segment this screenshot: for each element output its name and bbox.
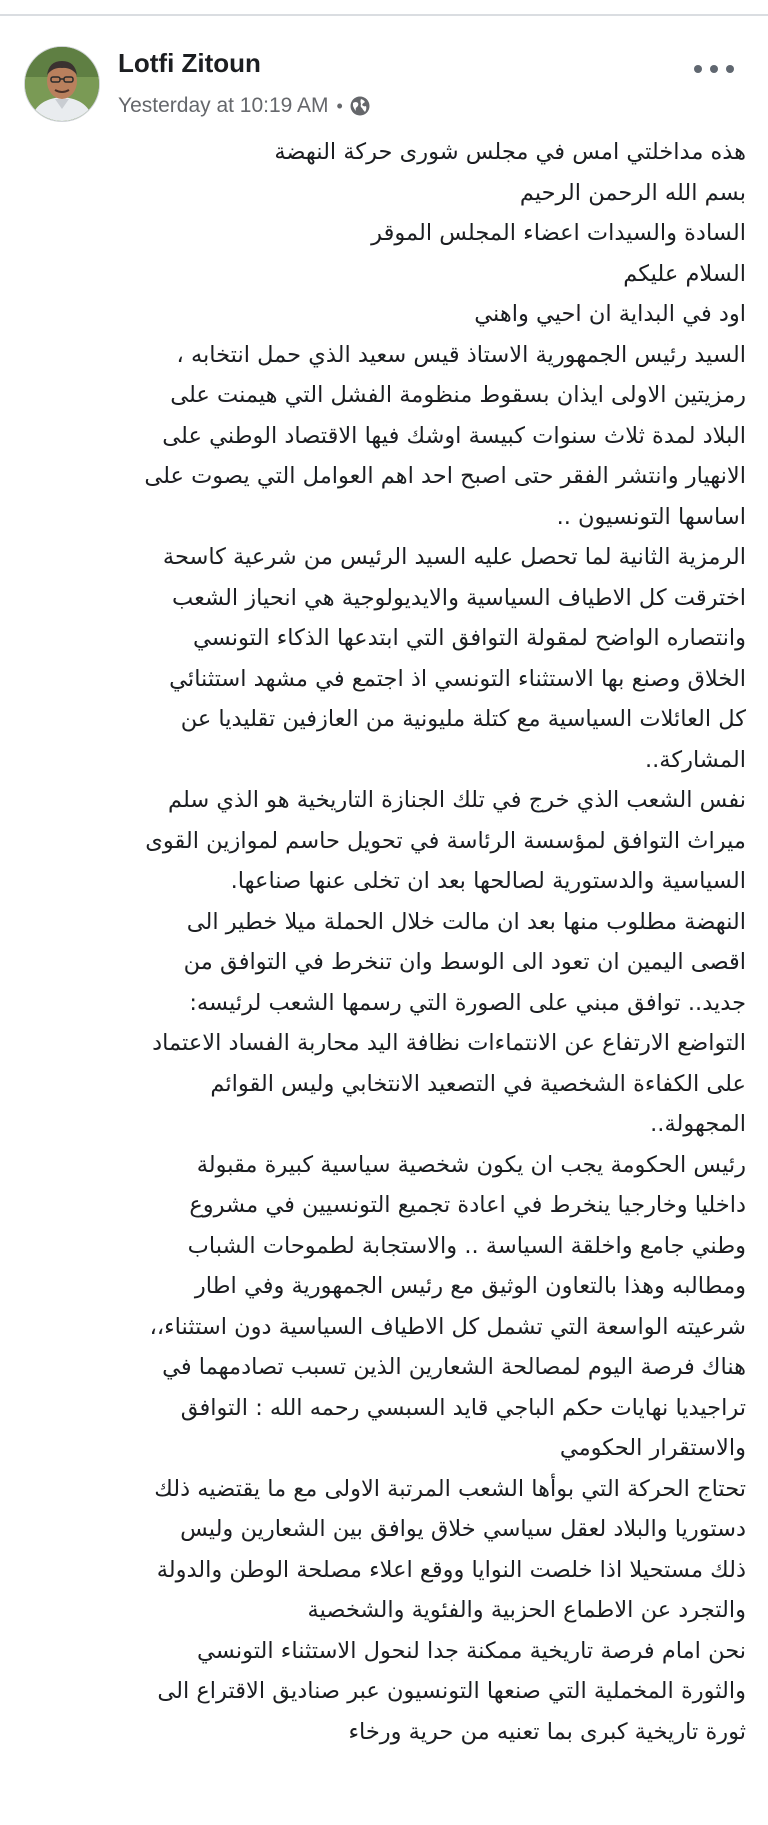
post-text-line: بسم الله الرحمن الرحيم	[519, 179, 746, 206]
post-text-line: رئيس الحكومة يجب ان يكون شخصية سياسية كبيرة مقبولة	[196, 1151, 746, 1178]
post-timestamp[interactable]: Yesterday at 10:19 AM	[118, 94, 329, 117]
post-text-line: البلاد لمدة ثلاث سنوات كبيسة اوشك فيها الاقتصاد الوطني على	[162, 422, 746, 449]
post-text-line: التواضع الارتفاع عن الانتماءات نظافة اليد محاربة الفساد الاعتماد	[152, 1030, 746, 1056]
post-text-line: والتجرد عن الاطماع الحزبية والفئوية والشخصية	[307, 1597, 746, 1623]
post-text-line: الخلاق وصنع بها الاستثناء التونسي اذ اجتمع في مشهد استثنائي	[169, 665, 746, 692]
post-text-line: على الكفاءة الشخصية في التصعيد الانتخابي وليس القوائم	[210, 1070, 746, 1097]
more-dot	[710, 65, 718, 73]
post-text-line: وطني جامع واخلقة السياسة .. والاستجابة لطموحات الشباب	[187, 1232, 746, 1259]
meta-separator: •	[336, 95, 343, 116]
post-text-line: اساسها التونسيون ..	[556, 503, 746, 530]
post-text-line: السادة والسيدات اعضاء المجلس الموقر	[371, 220, 746, 246]
post-text-line: المشاركة..	[645, 746, 746, 773]
post-text-line: شرعيته الواسعة التي تشمل كل الاطياف السياسية دون استثناء،،	[149, 1313, 746, 1340]
avatar-photo	[25, 47, 99, 121]
post-text-line: الرمزية الثانية لما تحصل عليه السيد الرئيس من شرعية كاسحة	[162, 544, 746, 570]
author-name[interactable]: Lotfi Zitoun	[118, 48, 261, 78]
post-text-line: والثورة المخملية التي صنعها التونسيون عبر صناديق الاقتراع الى	[157, 1678, 746, 1704]
post-text-line: اقصى اليمين ان تعود الى الوسط وان تنخرط في التوافق من	[183, 949, 746, 975]
post-text-line: وانتصاره الواضح لمقولة التوافق التي ابتدعها الذكاء التونسي	[192, 625, 746, 651]
post-text-line: اود في البداية ان احيي واهني	[474, 301, 746, 327]
post-text-line: تراجيديا نهايات حكم الباجي قايد السبسي رحمه الله : التوافق	[180, 1394, 746, 1421]
author-avatar[interactable]	[24, 46, 100, 122]
post-text-line: السياسية والدستورية لصالحها بعد ان تخلى عنها صناعها.	[230, 868, 746, 894]
globe-icon[interactable]	[349, 95, 371, 117]
post-text-line: نفس الشعب الذي خرج في تلك الجنازة التاريخية هو الذي سلم	[167, 787, 746, 813]
post-text-line: الانهيار وانتشر الفقر حتى اصبح احد اهم العوامل التي يصوت على	[144, 463, 746, 489]
post-text-line: المجهولة..	[650, 1111, 746, 1137]
post-text-line: كل العائلات السياسية مع كتلة مليونية من العازفين تقليديا عن	[180, 706, 746, 732]
more-options-icon[interactable]	[694, 62, 734, 76]
post-text-line: دستوريا والبلاد لعقل سياسي خلاق يوافق بين الشعارين وليس	[180, 1516, 746, 1542]
post-header	[0, 16, 768, 126]
post-text-line: ثورة تاريخية كبرى بما تعنيه من حرية ورخاء	[348, 1718, 746, 1745]
post-text-line: هناك فرصة اليوم لمصالحة الشعارين الذين تسبب تصادمهما في	[162, 1354, 746, 1380]
post-text-line: اخترقت كل الاطياف السياسية والايديولوجية هي انحياز الشعب	[172, 584, 746, 611]
more-dot	[694, 65, 702, 73]
post-text-line: هذه مداخلتي امس في مجلس شورى حركة النهضة	[274, 139, 746, 165]
post-text-line: السلام عليكم	[623, 260, 746, 287]
post-text-line: السيد رئيس الجمهورية الاستاذ قيس سعيد الذي حمل انتخابه ،	[176, 341, 746, 368]
post-body	[18, 132, 746, 1752]
post-text-line: النهضة مطلوب منها بعد ان مالت خلال الحملة ميلا خطير الى	[186, 908, 746, 935]
post-meta	[118, 92, 371, 120]
post-text-line: رمزيتين الاولى ايذان بسقوط منظومة الفشل التي هيمنت على	[170, 382, 746, 408]
post-text-line: نحن امام فرصة تاريخية ممكنة جدا لنحول الاستثناء التونسي	[197, 1637, 746, 1664]
more-dot	[726, 65, 734, 73]
post-text-line: جديد.. توافق مبني على الصورة التي رسمها الشعب لرئيسه:	[189, 989, 746, 1016]
post-text-line: تحتاج الحركة التي بوأها الشعب المرتبة الاولى مع ما يقتضيه ذلك	[154, 1475, 746, 1502]
post-text-line: ميراث التوافق لمؤسسة الرئاسة في تحويل حاسم لموازين القوى	[145, 827, 746, 854]
post-text-line: ومطالبه وهذا بالتعاون الوثيق مع رئيس الجمهورية وفي اطار	[194, 1273, 746, 1299]
post-text-line: والاستقرار الحكومي	[559, 1435, 746, 1461]
post-text-line: داخليا وخارجيا ينخرط في اعادة تجميع التونسيين في مشروع	[189, 1192, 746, 1218]
post-text-line: ذلك مستحيلا اذا خلصت النوايا ووقع اعلاء مصلحة الوطن والدولة	[156, 1556, 746, 1583]
